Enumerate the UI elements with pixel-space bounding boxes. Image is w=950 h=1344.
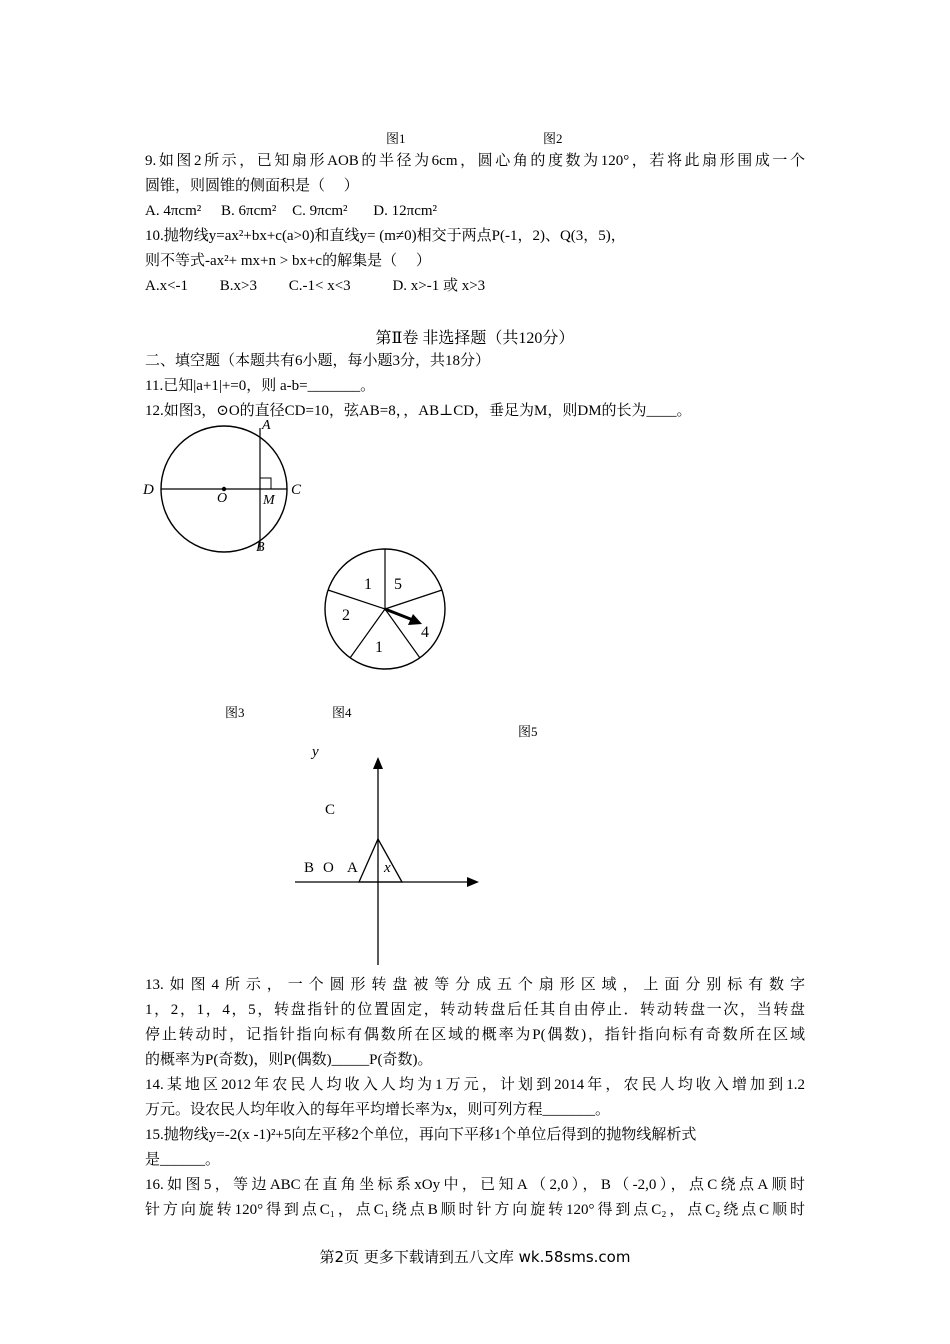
spinner-sector-1-top: 1 xyxy=(364,576,372,593)
spinner-sector-5: 5 xyxy=(394,576,402,593)
fig3-label-m: M xyxy=(263,493,275,508)
q9-line1: 9.如图2所示，已知扇形AOB的半径为6cm，圆心角的度数为120°，若将此扇形围成一个 xyxy=(145,153,805,169)
q15-line1: 15.抛物线y=-2(x -1)²+5向左平移2个单位，再向下平移1个单位后得到的抛物线解析式 xyxy=(145,1127,697,1143)
figure-5-coordinate-system xyxy=(295,735,495,970)
q16-line1: 16.如图5，等边ABC在直角坐标系xOy中，已知A（2,0），B（-2,0），点C绕点A顺时 xyxy=(145,1177,805,1193)
q16-line2: 针方向旋转120°得到点C₁，点C₁绕点B顺时针方向旋转120°得到点C₂，点C₂绕点C顺时 xyxy=(145,1202,805,1218)
q9-option-b: B. 6πcm² xyxy=(220,203,277,219)
q9-option-d: D. 12πcm² xyxy=(373,203,438,219)
q10-line1: 10.抛物线y=ax²+bx+c(a>0)和直线y= (m≠0)相交于两点P(-1，2)、Q(3，5)， xyxy=(145,228,626,244)
q9-line2: 圆锥，则圆锥的侧面积是（ ） xyxy=(145,178,359,194)
caption-fig4: 图4 xyxy=(332,705,352,720)
fig3-label-a: A xyxy=(262,418,271,433)
page-footer: 第2页 更多下载请到五八文库 wk.58sms.com xyxy=(319,1248,631,1266)
caption-fig3: 图3 xyxy=(225,705,245,720)
fig3-label-o: O xyxy=(217,491,228,506)
q10-option-a: A.x<-1 xyxy=(145,278,189,294)
fig3-label-c: C xyxy=(291,482,302,498)
q10-option-b: B.x>3 xyxy=(219,278,258,294)
figure-4-spinner xyxy=(322,545,452,675)
q9-option-a: A. 4πcm² xyxy=(145,203,202,219)
triangle-abc xyxy=(359,839,402,882)
fig5-label-c: C xyxy=(325,802,336,818)
q10-option-c: C.-1< x<3 xyxy=(288,278,351,294)
spinner-sector-4: 4 xyxy=(421,624,429,641)
x-axis-arrow xyxy=(467,877,479,887)
q13-line2: 1，2，1，4，5，转盘指针的位置固定，转动转盘后任其自由停止．转动转盘一次，当转盘 xyxy=(145,1002,805,1018)
q11: 11.已知|a+1|+=0，则 a-b=_______。 xyxy=(145,378,376,394)
q14-line1: 14.某地区2012年农民人均收入人均为1万元，计划到2014年，农民人均收入增加到1.2 xyxy=(145,1077,805,1093)
fig5-label-b: B xyxy=(304,860,315,876)
q13-line1: 13.如图4所示，一个圆形转盘被等分成五个扇形区域，上面分别标有数字 xyxy=(145,977,805,993)
fig5-label-a: A xyxy=(347,860,358,876)
spinner-sector-1-bottom: 1 xyxy=(375,639,383,656)
q10-options xyxy=(145,276,485,296)
q10-option-d: D. x>-1 或 x>3 xyxy=(392,278,486,294)
fig5-label-x: x xyxy=(384,860,391,876)
q13-line4: 的概率为P(奇数)，则P(偶数)_____P(奇数)。 xyxy=(145,1052,433,1068)
fig3-label-d: D xyxy=(143,482,154,498)
fig5-label-y: y xyxy=(312,744,319,760)
q9-options xyxy=(145,201,437,221)
fig3-label-b: B xyxy=(256,540,265,555)
figure-3-circle xyxy=(140,415,320,560)
part2-title: 第Ⅱ卷 非选择题（共120分） xyxy=(375,330,575,347)
q12: 12.如图3，⊙O的直径CD=10，弦AB=8，，AB⊥CD，垂足为M，则DM的长为____。 xyxy=(145,403,692,419)
q9-option-c: C. 9πcm² xyxy=(292,203,348,219)
caption-fig2: 图2 xyxy=(543,131,563,146)
caption-fig5: 图5 xyxy=(518,724,538,739)
fig5-label-o: O xyxy=(323,860,334,876)
q14-line2: 万元。设农民人均年收入的每年平均增长率为x，则可列方程_______。 xyxy=(145,1102,611,1118)
section2-heading: 二、填空题（本题共有6小题，每小题3分，共18分） xyxy=(145,353,491,369)
spinner-sector-2: 2 xyxy=(342,607,350,624)
caption-fig1: 图1 xyxy=(386,131,406,146)
y-axis-arrow xyxy=(373,757,383,769)
q15-line2: 是______。 xyxy=(145,1152,221,1168)
q10-line2: 则不等式-ax²+ mx+n > bx+c的解集是（ ） xyxy=(145,253,431,269)
q13-line3: 停止转动时，记指针指向标有偶数所在区域的概率为P(偶数)，指针指向标有奇数所在区域 xyxy=(145,1027,805,1043)
